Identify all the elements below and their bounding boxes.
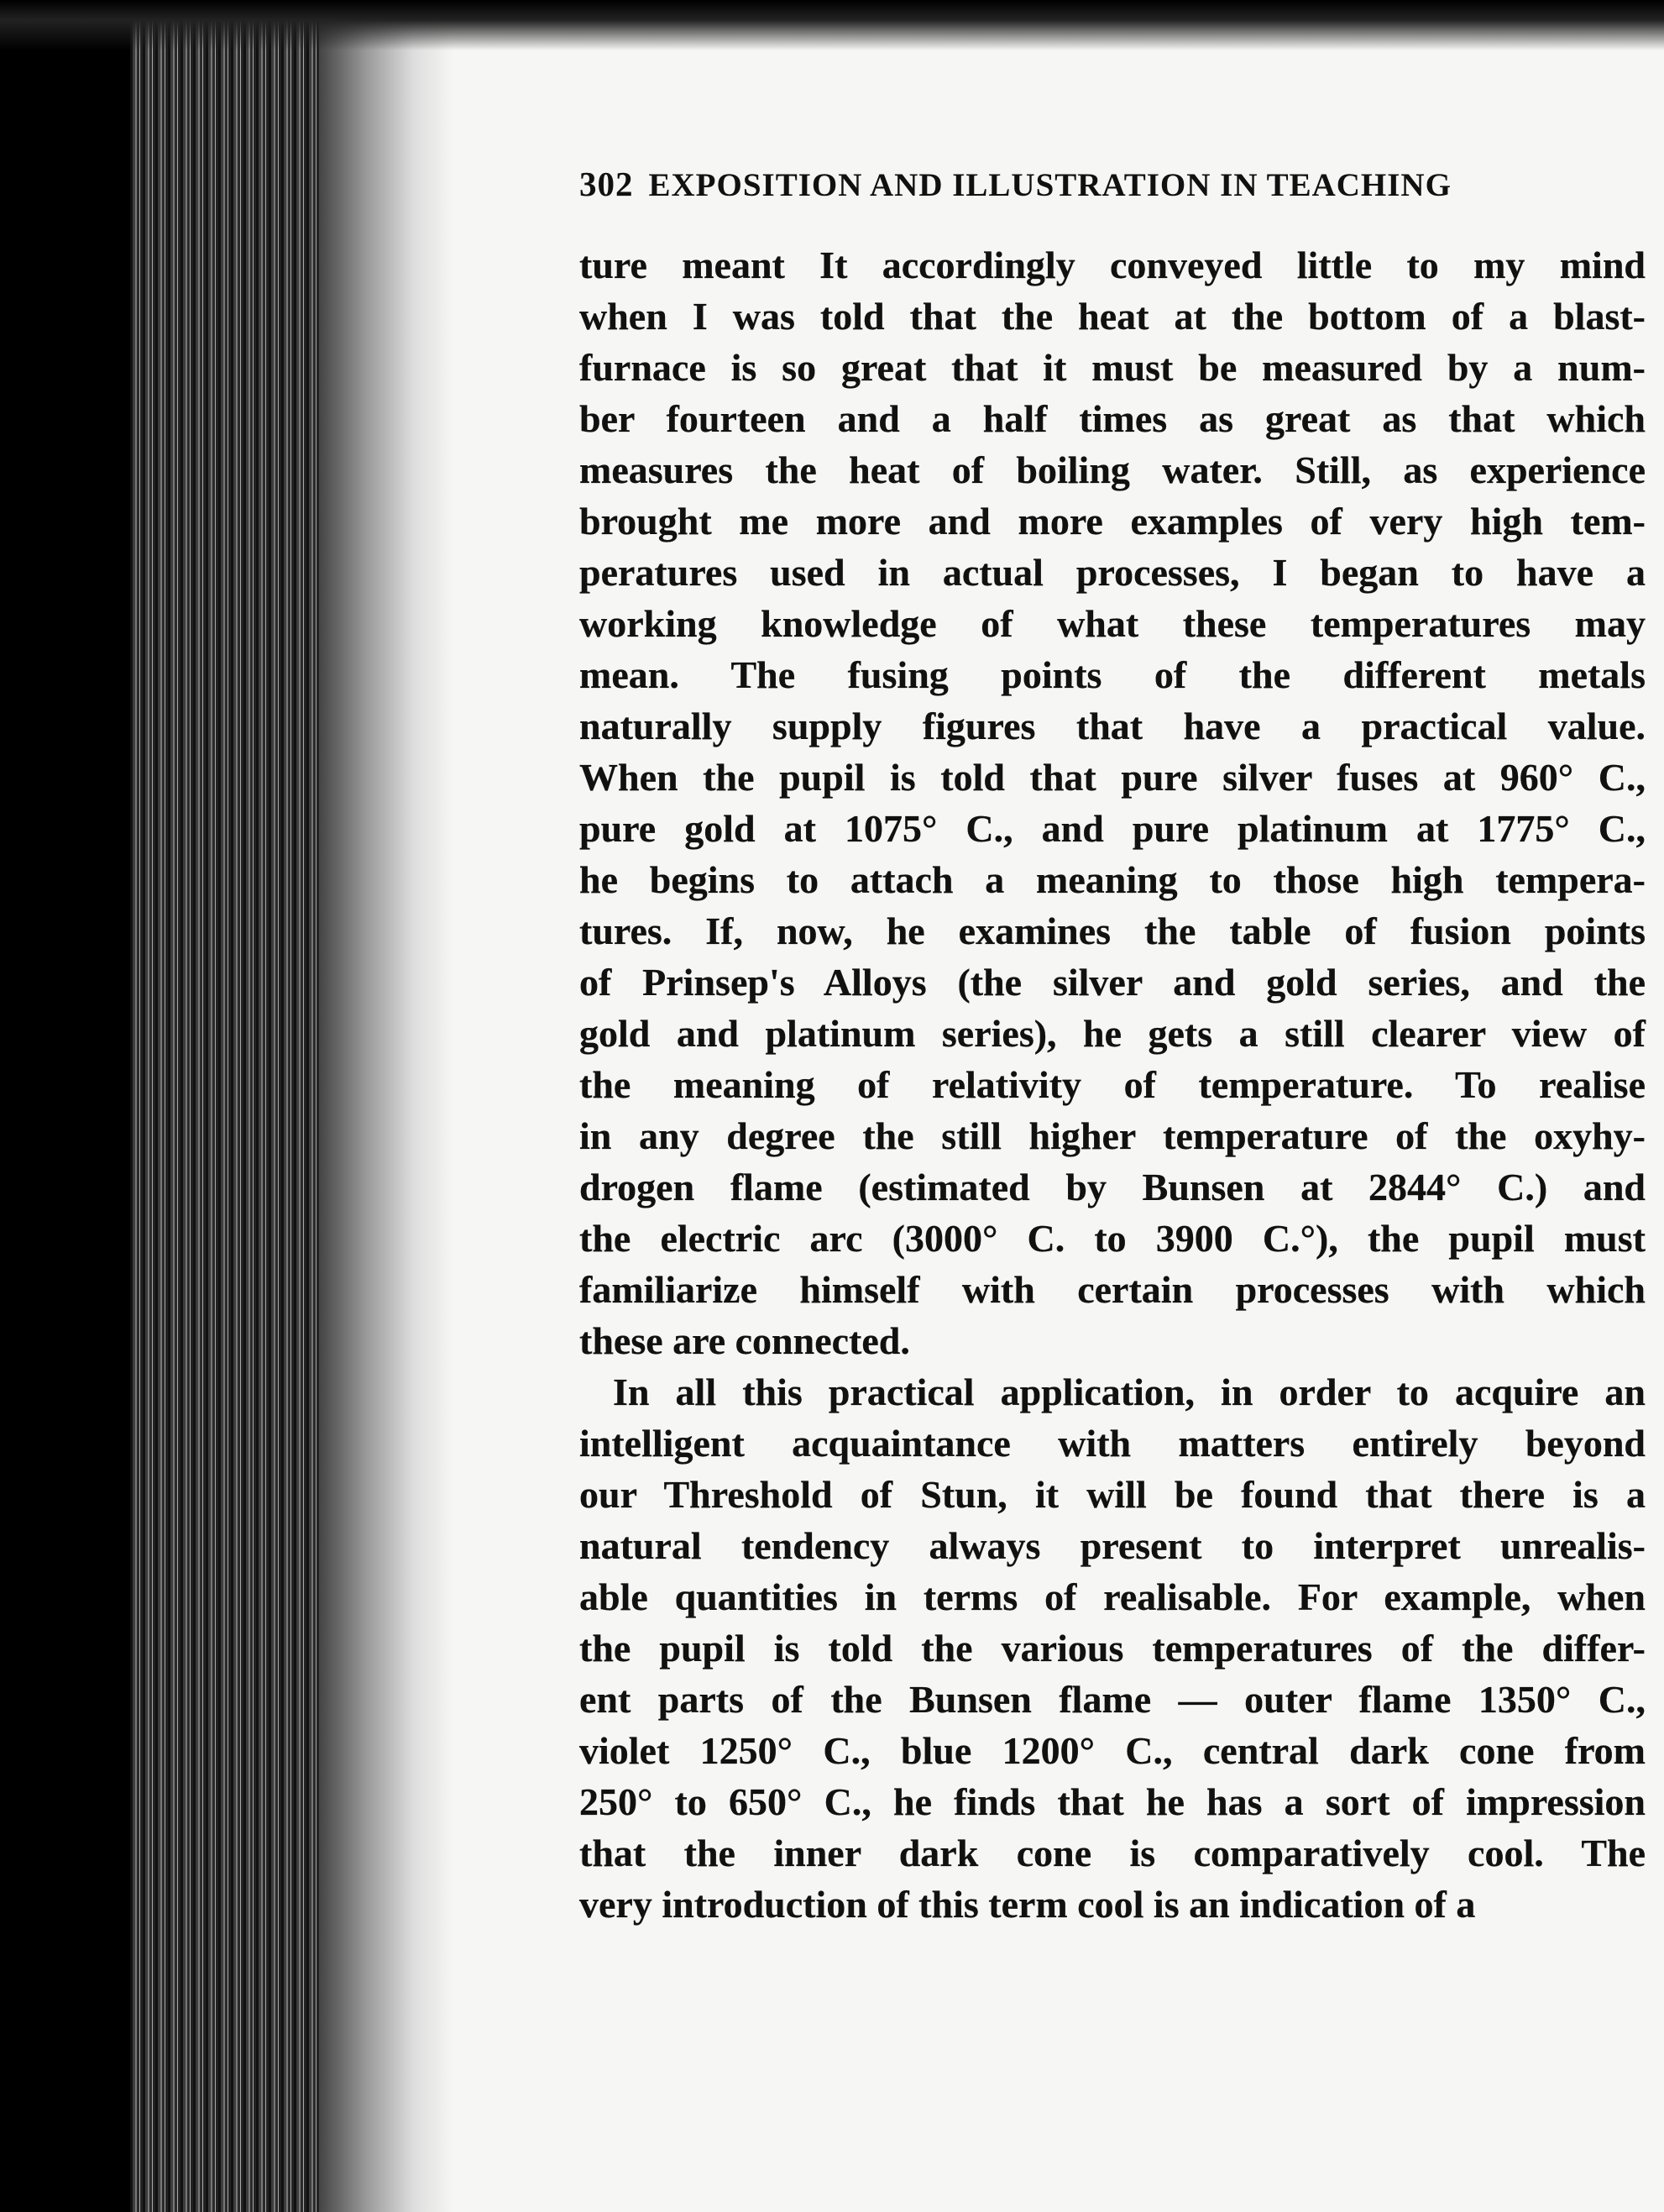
gutter-shadow [319,0,453,2212]
text-line: these are connected. [579,1319,910,1362]
text-line: violet 1250° C., blue 1200° C., central dark cone from [579,1729,1646,1772]
text-line: able quantities in terms of realisable. For example, when [579,1575,1646,1618]
text-line: measures the heat of boiling water. Still, as experience [579,448,1646,491]
text-line: our Threshold of Stun, it will be found that there is a [579,1473,1646,1516]
scan-top-edge [0,0,1664,50]
text-line: furnace is so great that it must be measured by a num- [579,346,1646,389]
text-line: when I was told that the heat at the bottom of a blast- [579,295,1646,338]
text-line: of Prinsep's Alloys (the silver and gold series, and the [579,961,1646,1004]
text-line: familiarize himself with certain processes with which [579,1268,1646,1311]
text-line: the meaning of relativity of temperature. To realise [579,1063,1646,1106]
text-line: brought me more and more examples of very high tem- [579,500,1646,543]
body-text [579,239,1646,1930]
text-line: ent parts of the Bunsen flame — outer flame 1350° C., [579,1678,1646,1721]
text-line: intelligent acquaintance with matters entirely beyond [579,1422,1646,1465]
page-number: 302 [579,165,634,203]
paragraph [579,239,1646,1366]
text-line: the electric arc (3000° C. to 3900 C.°), the pupil must [579,1217,1646,1260]
text-line: naturally supply figures that have a practical value. [579,705,1646,747]
book-page [579,164,1646,1930]
text-line: tures. If, now, he examines the table of fusion points [579,909,1646,952]
text-line: gold and platinum series), he gets a still clearer view of [579,1012,1646,1055]
text-line: in any degree the still higher temperature of the oxyhy- [579,1114,1646,1157]
text-line: the pupil is told the various temperatures of the differ- [579,1627,1646,1669]
text-line: ture meant It accordingly conveyed little to my mind [579,244,1646,286]
text-line: he begins to attach a meaning to those high tempera- [579,858,1646,901]
running-head [579,164,1646,223]
text-line: peratures used in actual processes, I began to have a [579,551,1646,594]
paragraph [579,1366,1646,1930]
text-line: mean. The fusing points of the different metals [579,653,1646,696]
text-line: pure gold at 1075° C., and pure platinum at 1775° C., [579,807,1646,850]
text-line: drogen flame (estimated by Bunsen at 2844° C.) and [579,1166,1646,1208]
text-line: that the inner dark cone is comparatively cool. The [579,1832,1646,1874]
text-line: ber fourteen and a half times as great as that which [579,397,1646,440]
text-line: natural tendency always present to interpret unrealis- [579,1524,1646,1567]
text-line: working knowledge of what these temperatures may [579,602,1646,645]
text-line: very introduction of this term cool is an indication of a [579,1883,1476,1926]
text-line: In all this practical application, in order to acquire an [613,1371,1646,1413]
text-line: 250° to 650° C., he finds that he has a sort of impression [579,1780,1646,1823]
running-head-title: EXPOSITION AND ILLUSTRATION IN TEACHING [648,167,1452,203]
text-line: When the pupil is told that pure silver fuses at 960° C., [579,756,1646,799]
scan-left-edge [0,0,50,2212]
